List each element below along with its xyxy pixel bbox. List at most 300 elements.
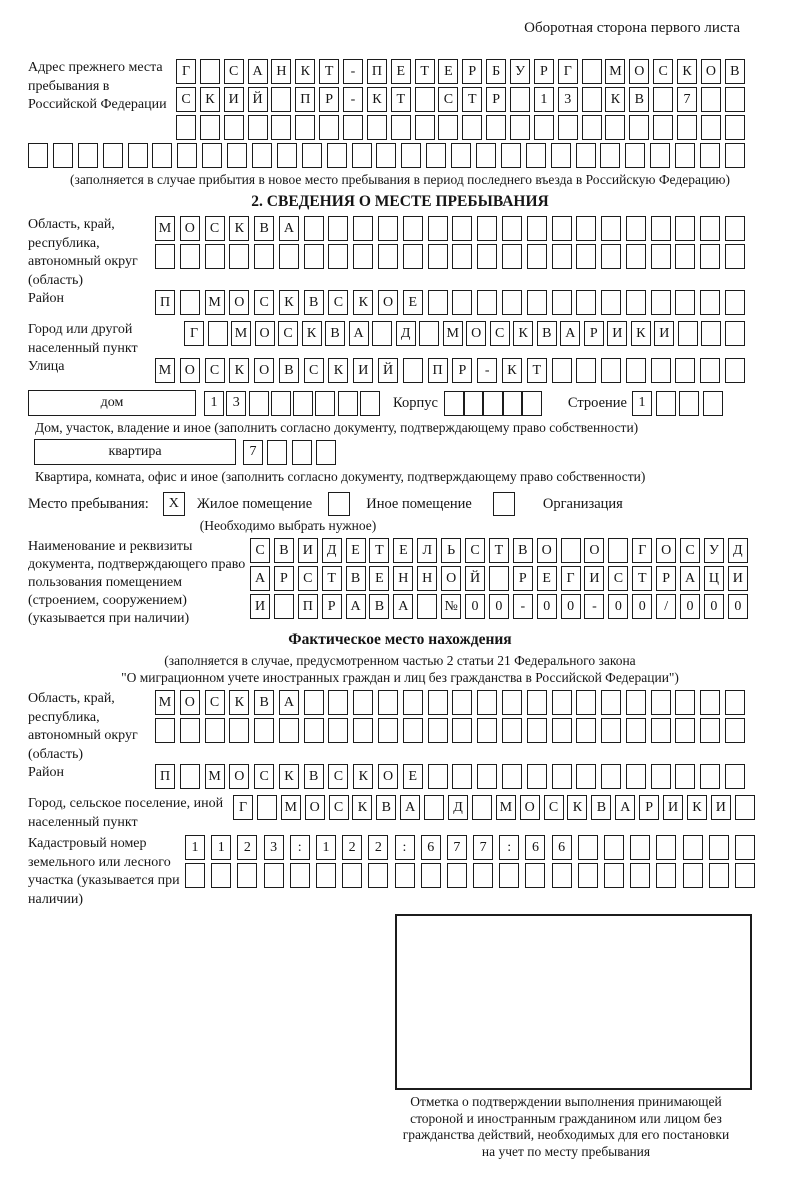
char-box xyxy=(428,690,448,715)
actual-district-row xyxy=(155,764,745,789)
char-box xyxy=(421,863,441,888)
char-box xyxy=(651,690,671,715)
char-box: П xyxy=(155,764,175,789)
char-box xyxy=(675,764,695,789)
char-box xyxy=(378,690,398,715)
char-box xyxy=(601,358,621,383)
char-box: 1 xyxy=(316,835,336,860)
char-box xyxy=(452,718,472,743)
char-box: Й xyxy=(378,358,398,383)
char-box: Р xyxy=(462,59,482,84)
char-box xyxy=(651,718,671,743)
char-box: 0 xyxy=(608,594,628,619)
char-box: О xyxy=(305,795,325,820)
stay-type-option-other: Иное помещение xyxy=(366,495,472,512)
char-box: 1 xyxy=(185,835,205,860)
cadastral-section xyxy=(28,835,772,909)
prev-address-row-1 xyxy=(176,59,745,84)
char-box: П xyxy=(367,59,387,84)
char-box xyxy=(725,764,745,789)
char-box: 6 xyxy=(421,835,441,860)
char-box xyxy=(428,244,448,269)
char-box: Е xyxy=(369,566,389,591)
char-box xyxy=(725,216,745,241)
char-box xyxy=(417,594,437,619)
cadastral-rows xyxy=(185,835,755,891)
char-box xyxy=(368,863,388,888)
char-box: Г xyxy=(561,566,581,591)
char-box: 0 xyxy=(680,594,700,619)
char-box xyxy=(582,87,602,112)
char-box: 0 xyxy=(704,594,724,619)
city-section xyxy=(28,321,772,358)
char-box xyxy=(205,718,225,743)
char-box xyxy=(604,863,624,888)
char-box: С xyxy=(304,358,324,383)
prev-address-row-4 xyxy=(28,143,745,168)
char-box xyxy=(701,87,721,112)
char-box xyxy=(700,143,720,168)
char-box xyxy=(477,764,497,789)
char-box xyxy=(735,835,755,860)
char-box: Л xyxy=(417,538,437,563)
char-box xyxy=(477,690,497,715)
char-box xyxy=(526,143,546,168)
char-box: А xyxy=(346,594,366,619)
char-box xyxy=(626,244,646,269)
char-box xyxy=(267,440,287,465)
document-label: Наименование и реквизиты документа, подтверждающего право пользования помещением (строением, сооружением) (указывается при наличии) xyxy=(28,539,246,626)
char-box xyxy=(403,718,423,743)
char-box: К xyxy=(229,216,249,241)
char-box: К xyxy=(502,358,522,383)
char-box: О xyxy=(378,764,398,789)
char-box: С xyxy=(205,690,225,715)
char-box: С xyxy=(490,321,510,346)
char-box: А xyxy=(393,594,413,619)
char-box: 0 xyxy=(489,594,509,619)
actual-location-caption-2: "О миграционном учете иностранных граждан и лиц без гражданства в Российской Федерации") xyxy=(121,670,679,685)
char-box: А xyxy=(349,321,369,346)
char-box: О xyxy=(180,690,200,715)
char-box xyxy=(78,143,98,168)
char-box xyxy=(626,216,646,241)
char-box xyxy=(675,244,695,269)
char-box xyxy=(229,244,249,269)
char-box xyxy=(502,764,522,789)
char-box: М xyxy=(155,358,175,383)
char-box: К xyxy=(567,795,587,820)
city-row xyxy=(184,321,745,346)
char-box: В xyxy=(254,216,274,241)
char-box xyxy=(626,764,646,789)
char-box: С xyxy=(224,59,244,84)
stay-type-note: (Необходимо выбрать нужное) xyxy=(199,518,377,533)
char-box: 7 xyxy=(473,835,493,860)
char-box: Д xyxy=(322,538,342,563)
char-box: М xyxy=(496,795,516,820)
char-box xyxy=(477,216,497,241)
char-box: 0 xyxy=(632,594,652,619)
char-box xyxy=(252,143,272,168)
char-box: Р xyxy=(322,594,342,619)
char-box xyxy=(629,115,649,140)
char-box xyxy=(601,764,621,789)
house-box-label: дом xyxy=(28,390,196,416)
char-box xyxy=(552,690,572,715)
char-box: К xyxy=(229,690,249,715)
char-box: К xyxy=(687,795,707,820)
char-box: Т xyxy=(462,87,482,112)
char-box: Й xyxy=(248,87,268,112)
char-box: 6 xyxy=(525,835,545,860)
char-box: Т xyxy=(319,59,339,84)
stay-type-option-residential: Жилое помещение xyxy=(196,495,313,512)
char-box: А xyxy=(279,216,299,241)
char-box: 1 xyxy=(534,87,554,112)
char-box: Г xyxy=(233,795,253,820)
char-box xyxy=(319,115,339,140)
char-box: В xyxy=(513,538,533,563)
char-box xyxy=(522,391,542,416)
char-box xyxy=(679,391,699,416)
char-box xyxy=(725,143,745,168)
char-box: Ц xyxy=(704,566,724,591)
char-box: А xyxy=(250,566,270,591)
char-box: К xyxy=(200,87,220,112)
char-box xyxy=(302,143,322,168)
char-box: Е xyxy=(346,538,366,563)
char-box xyxy=(626,690,646,715)
char-box: 0 xyxy=(728,594,748,619)
char-box xyxy=(701,321,721,346)
char-box xyxy=(227,143,247,168)
char-box: К xyxy=(513,321,533,346)
char-box: М xyxy=(605,59,625,84)
char-box xyxy=(601,216,621,241)
char-box xyxy=(683,863,703,888)
char-box xyxy=(211,863,231,888)
char-box: 2 xyxy=(342,835,362,860)
char-box xyxy=(328,216,348,241)
char-box: 3 xyxy=(264,835,284,860)
char-box: К xyxy=(279,764,299,789)
char-box: - xyxy=(343,59,363,84)
char-box xyxy=(675,290,695,315)
char-box xyxy=(403,216,423,241)
char-box xyxy=(626,718,646,743)
char-box xyxy=(700,690,720,715)
char-box xyxy=(503,391,523,416)
actual-region-label: Область, край, республика, автономный округ (область) xyxy=(28,691,138,762)
char-box xyxy=(651,764,671,789)
char-box xyxy=(576,358,596,383)
region-row-1 xyxy=(155,216,745,241)
stay-type-option-organization: Организация xyxy=(542,495,623,512)
char-box xyxy=(403,244,423,269)
char-box: И xyxy=(224,87,244,112)
char-box: 3 xyxy=(558,87,578,112)
char-box: У xyxy=(510,59,530,84)
char-box xyxy=(327,143,347,168)
char-box: Е xyxy=(403,290,423,315)
char-box xyxy=(316,863,336,888)
char-box xyxy=(625,143,645,168)
char-box: Н xyxy=(271,59,291,84)
char-box xyxy=(709,835,729,860)
char-box: К xyxy=(367,87,387,112)
char-box xyxy=(651,358,671,383)
char-box xyxy=(527,290,547,315)
char-box xyxy=(735,863,755,888)
char-box xyxy=(502,690,522,715)
char-box xyxy=(582,115,602,140)
char-box: Е xyxy=(391,59,411,84)
char-box: О xyxy=(656,538,676,563)
char-box xyxy=(452,244,472,269)
char-box: А xyxy=(680,566,700,591)
char-box xyxy=(552,244,572,269)
char-box xyxy=(428,216,448,241)
char-box xyxy=(701,115,721,140)
char-box xyxy=(378,718,398,743)
char-box xyxy=(675,690,695,715)
char-box: С xyxy=(465,538,485,563)
char-box: № xyxy=(441,594,461,619)
char-box xyxy=(578,835,598,860)
char-box xyxy=(653,87,673,112)
char-box xyxy=(452,764,472,789)
char-box: - xyxy=(513,594,533,619)
char-box xyxy=(177,143,197,168)
char-box: 1 xyxy=(204,391,224,416)
char-box xyxy=(483,391,503,416)
cadastral-row-2 xyxy=(185,863,755,888)
char-box xyxy=(419,321,439,346)
char-box: П xyxy=(298,594,318,619)
char-box xyxy=(290,863,310,888)
char-box: О xyxy=(229,290,249,315)
char-box xyxy=(703,391,723,416)
apartment-row xyxy=(28,439,772,465)
char-box: А xyxy=(279,690,299,715)
char-box: Р xyxy=(452,358,472,383)
char-box xyxy=(677,115,697,140)
char-box xyxy=(279,244,299,269)
char-box: С xyxy=(653,59,673,84)
char-box: И xyxy=(298,538,318,563)
char-box xyxy=(510,115,530,140)
char-box xyxy=(551,143,571,168)
char-box: С xyxy=(254,764,274,789)
char-box: М xyxy=(155,690,175,715)
char-box xyxy=(316,440,336,465)
char-box xyxy=(725,321,745,346)
char-box: К xyxy=(295,59,315,84)
char-box xyxy=(493,492,515,516)
char-box: И xyxy=(728,566,748,591)
char-box xyxy=(653,115,673,140)
char-box: С xyxy=(250,538,270,563)
char-box xyxy=(403,690,423,715)
stay-type-checkbox-other xyxy=(328,492,350,516)
char-box xyxy=(180,290,200,315)
char-box: Т xyxy=(369,538,389,563)
char-box xyxy=(725,244,745,269)
char-box xyxy=(353,244,373,269)
actual-region-section xyxy=(28,690,772,764)
char-box xyxy=(452,290,472,315)
district-label: Район xyxy=(28,291,64,306)
char-box xyxy=(502,244,522,269)
street-section xyxy=(28,358,772,386)
char-box xyxy=(155,244,175,269)
char-box xyxy=(527,690,547,715)
char-box: И xyxy=(711,795,731,820)
char-box xyxy=(683,835,703,860)
char-box xyxy=(700,290,720,315)
char-box xyxy=(605,115,625,140)
char-box xyxy=(552,216,572,241)
char-box: О xyxy=(466,321,486,346)
stroenie-label: Строение xyxy=(567,394,627,411)
char-box xyxy=(651,216,671,241)
house-caption: Дом, участок, владение и иное (заполнить согласно документу, подтверждающему право собственности) xyxy=(35,420,639,435)
char-box: 6 xyxy=(552,835,572,860)
char-box xyxy=(678,321,698,346)
char-box xyxy=(604,835,624,860)
stroenie-cells xyxy=(632,391,723,416)
char-box: - xyxy=(343,87,363,112)
char-box: Г xyxy=(558,59,578,84)
char-box xyxy=(600,143,620,168)
char-box: С xyxy=(278,321,298,346)
actual-region-row-2 xyxy=(155,718,745,743)
char-box xyxy=(527,718,547,743)
char-box: 0 xyxy=(465,594,485,619)
stay-type-row xyxy=(28,492,772,516)
char-box: В xyxy=(346,566,366,591)
char-box: Е xyxy=(403,764,423,789)
char-box xyxy=(257,795,277,820)
char-box xyxy=(477,244,497,269)
char-box xyxy=(725,690,745,715)
actual-district-section xyxy=(28,764,772,792)
char-box: И xyxy=(663,795,683,820)
char-box: А xyxy=(400,795,420,820)
char-box xyxy=(426,143,446,168)
char-box: К xyxy=(353,290,373,315)
district-section xyxy=(28,290,772,318)
char-box xyxy=(200,59,220,84)
char-box xyxy=(501,143,521,168)
char-box: Е xyxy=(393,538,413,563)
confirmation-stamp-box xyxy=(395,914,752,1090)
char-box xyxy=(428,764,448,789)
char-box xyxy=(304,216,324,241)
document-row-1 xyxy=(250,538,748,563)
char-box xyxy=(452,690,472,715)
char-box xyxy=(264,863,284,888)
region-section xyxy=(28,216,772,290)
char-box xyxy=(601,244,621,269)
char-box xyxy=(428,718,448,743)
char-box xyxy=(376,143,396,168)
char-box: Т xyxy=(527,358,547,383)
char-box: И xyxy=(607,321,627,346)
char-box: О xyxy=(701,59,721,84)
char-box xyxy=(534,115,554,140)
char-box: Д xyxy=(448,795,468,820)
char-box: 2 xyxy=(237,835,257,860)
char-box: С xyxy=(205,216,225,241)
char-box xyxy=(128,143,148,168)
char-box: К xyxy=(328,358,348,383)
char-box xyxy=(328,244,348,269)
char-box: Б xyxy=(486,59,506,84)
char-box: О xyxy=(180,216,200,241)
char-box xyxy=(180,764,200,789)
char-box xyxy=(700,216,720,241)
char-box: / xyxy=(656,594,676,619)
char-box xyxy=(353,718,373,743)
char-box: К xyxy=(605,87,625,112)
char-box xyxy=(277,143,297,168)
char-box xyxy=(295,115,315,140)
char-box: - xyxy=(477,358,497,383)
char-box xyxy=(489,566,509,591)
prev-address-row-3 xyxy=(176,115,745,140)
char-box xyxy=(552,863,572,888)
char-box xyxy=(254,244,274,269)
char-box xyxy=(208,321,228,346)
char-box xyxy=(656,391,676,416)
char-box: 0 xyxy=(561,594,581,619)
char-box: С xyxy=(298,566,318,591)
document-row-3 xyxy=(250,594,748,619)
char-box: 0 xyxy=(537,594,557,619)
char-box: Т xyxy=(632,566,652,591)
char-box: С xyxy=(329,795,349,820)
char-box: : xyxy=(290,835,310,860)
char-box: С xyxy=(176,87,196,112)
char-box xyxy=(656,863,676,888)
char-box xyxy=(403,358,423,383)
char-box: У xyxy=(704,538,724,563)
char-box: 1 xyxy=(211,835,231,860)
stamp-caption-line-2: стороной и иностранным гражданином или лицом без xyxy=(410,1110,722,1126)
char-box xyxy=(656,835,676,860)
actual-city-row xyxy=(233,795,755,820)
char-box xyxy=(675,216,695,241)
char-box: П xyxy=(155,290,175,315)
char-box xyxy=(725,87,745,112)
char-box xyxy=(630,835,650,860)
street-row xyxy=(155,358,745,383)
char-box xyxy=(725,290,745,315)
char-box: В xyxy=(325,321,345,346)
char-box xyxy=(576,718,596,743)
char-box: 7 xyxy=(677,87,697,112)
char-box xyxy=(725,115,745,140)
char-box xyxy=(709,863,729,888)
char-box xyxy=(328,718,348,743)
apartment-cells xyxy=(243,440,336,465)
char-box: И xyxy=(584,566,604,591)
char-box: К xyxy=(677,59,697,84)
char-box xyxy=(675,718,695,743)
char-box xyxy=(342,863,362,888)
